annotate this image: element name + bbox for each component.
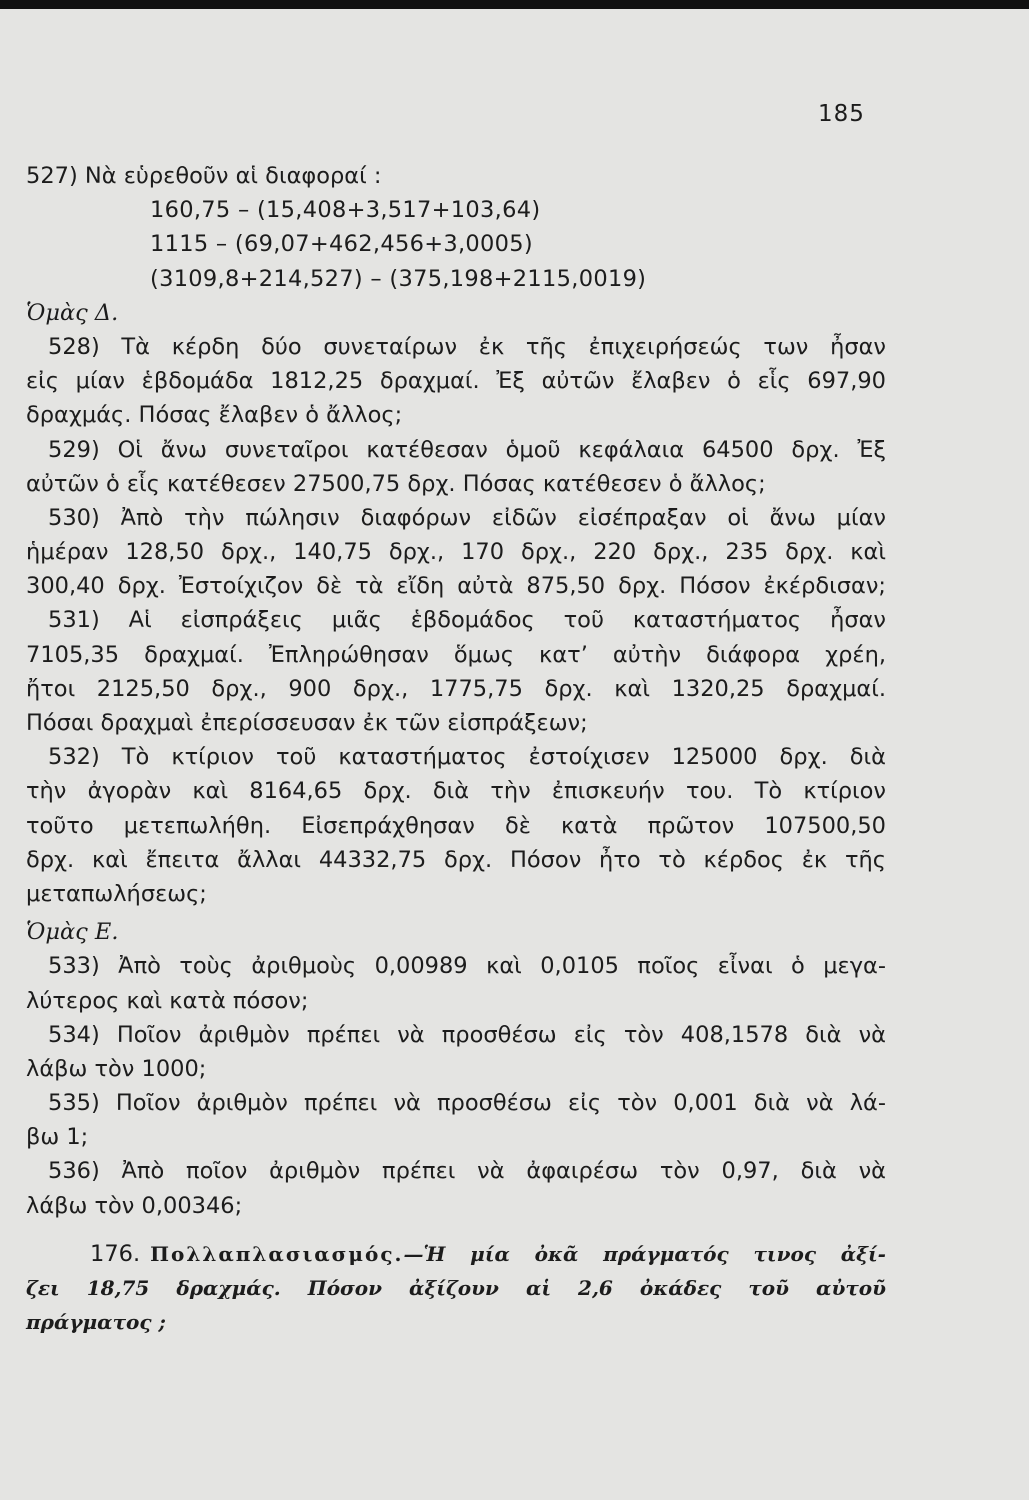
text-line: 536) Ἀπὸ ποῖον ἀριθμὸν πρέπει νὰ ἀφαιρέσω τὸν 0,97, διὰ νὰ <box>48 1158 886 1185</box>
text-line: (3109,8+214,527) – (375,198+2115,0019) <box>150 265 647 292</box>
text-line: Ὁμὰς Δ. <box>26 299 119 326</box>
text-line: δρχ. καὶ ἔπειτα ἄλλαι 44332,75 δρχ. Πόσον ἦτο τὸ κέρδος ἐκ τῆς <box>26 846 886 873</box>
text-line: 300,40 δρχ. Ἐστοίχιζον δὲ τὰ εἴδη αὐτὰ 875,50 δρχ. Πόσον ἐκέρδισαν; <box>26 573 886 600</box>
text-line: 531) Αἱ εἰσπράξεις μιᾶς ἑβδομάδος τοῦ καταστήματος ἦσαν <box>48 607 886 634</box>
text-line: Ὁμὰς Ε. <box>26 919 119 946</box>
text-line: δραχμάς. Πόσας ἔλαβεν ὁ ἄλλος; <box>26 402 403 429</box>
text-line: λάβω τὸν 1000; <box>26 1055 207 1082</box>
section-176 <box>26 1237 886 1339</box>
section-title: Πολλαπλασιασμός. <box>150 1241 404 1266</box>
text-line: λάβω τὸν 0,00346; <box>26 1192 243 1219</box>
page-number: 185 <box>818 101 865 127</box>
text-line: 527) Νὰ εὑρεθοῦν αἱ διαφοραί : <box>26 163 382 189</box>
body-text <box>26 159 886 1339</box>
text-line: ἤτοι 2125,50 δρχ., 900 δρχ., 1775,75 δρχ. καὶ 1320,25 δραχμαί. <box>26 675 886 702</box>
text-line: 535) Ποῖον ἀριθμὸν πρέπει νὰ προσθέσω εἰς τὸν 0,001 διὰ νὰ λά- <box>48 1090 886 1117</box>
text-line: Πόσαι δραχμαὶ ἐπερίσσευσαν ἐκ τῶν εἰσπράξεων; <box>26 710 588 736</box>
section-number: 176. <box>90 1240 141 1267</box>
text-line: λύτερος καὶ κατὰ πόσον; <box>26 987 309 1014</box>
book-page <box>0 9 1029 1500</box>
section-text-line: ζει 18,75 δραχμάς. Πόσον ἀξίζουν αἱ 2,6 ὀκάδες τοῦ αὐτοῦ <box>26 1275 886 1300</box>
text-line: 1115 – (69,07+462,456+3,0005) <box>150 231 533 258</box>
text-line: αὐτῶν ὁ εἷς κατέθεσεν 27500,75 δρχ. Πόσας κατέθεσεν ὁ ἄλλος; <box>26 470 766 497</box>
text-line: μεταπωλήσεως; <box>26 880 207 907</box>
top-edge-rule <box>0 0 1029 9</box>
text-line: ἡμέραν 128,50 δρχ., 140,75 δρχ., 170 δρχ., 220 δρχ., 235 δρχ. καὶ <box>26 539 886 566</box>
section-text-line: Ἡ μία ὀκᾶ πράγματός τινος ἀξί- <box>423 1241 886 1266</box>
section-text-line: πράγματος ; <box>26 1309 166 1334</box>
text-line: τὴν ἀγορὰν καὶ 8164,65 δρχ. διὰ τὴν ἐπισκευήν του. Τὸ κτίριον <box>26 778 886 805</box>
text-line: βω 1; <box>26 1124 89 1151</box>
text-line: 530) Ἀπὸ τὴν πώλησιν διαφόρων εἰδῶν εἰσέπραξαν οἱ ἄνω μίαν <box>48 504 886 531</box>
text-line: 7105,35 δραχμαί. Ἐπληρώθησαν ὅμως κατ’ αὐτὴν διάφορα χρέη, <box>26 641 886 668</box>
text-line: 160,75 – (15,408+3,517+103,64) <box>150 197 541 224</box>
section-dash: — <box>403 1241 424 1266</box>
section-heading-line <box>26 1237 886 1271</box>
text-line: εἰς μίαν ἑβδομάδα 1812,25 δραχμαί. Ἐξ αὐτῶν ἔλαβεν ὁ εἷς 697,90 <box>26 368 886 395</box>
text-line: 534) Ποῖον ἀριθμὸν πρέπει νὰ προσθέσω εἰς τὸν 408,1578 διὰ νὰ <box>48 1021 886 1048</box>
text-line: 533) Ἀπὸ τοὺς ἀριθμοὺς 0,00989 καὶ 0,0105 ποῖος εἶναι ὁ μεγα- <box>48 953 886 980</box>
text-line: 532) Τὸ κτίριον τοῦ καταστήματος ἐστοίχισεν 125000 δρχ. διὰ <box>48 744 886 771</box>
text-line: 528) Τὰ κέρδη δύο συνεταίρων ἐκ τῆς ἐπιχειρήσεώς των ἦσαν <box>48 333 886 360</box>
text-line: 529) Οἱ ἄνω συνεταῖροι κατέθεσαν ὁμοῦ κεφάλαια 64500 δρχ. Ἐξ <box>48 436 886 463</box>
text-line: τοῦτο μετεπωλήθη. Εἰσεπράχθησαν δὲ κατὰ πρῶτον 107500,50 <box>26 812 886 839</box>
